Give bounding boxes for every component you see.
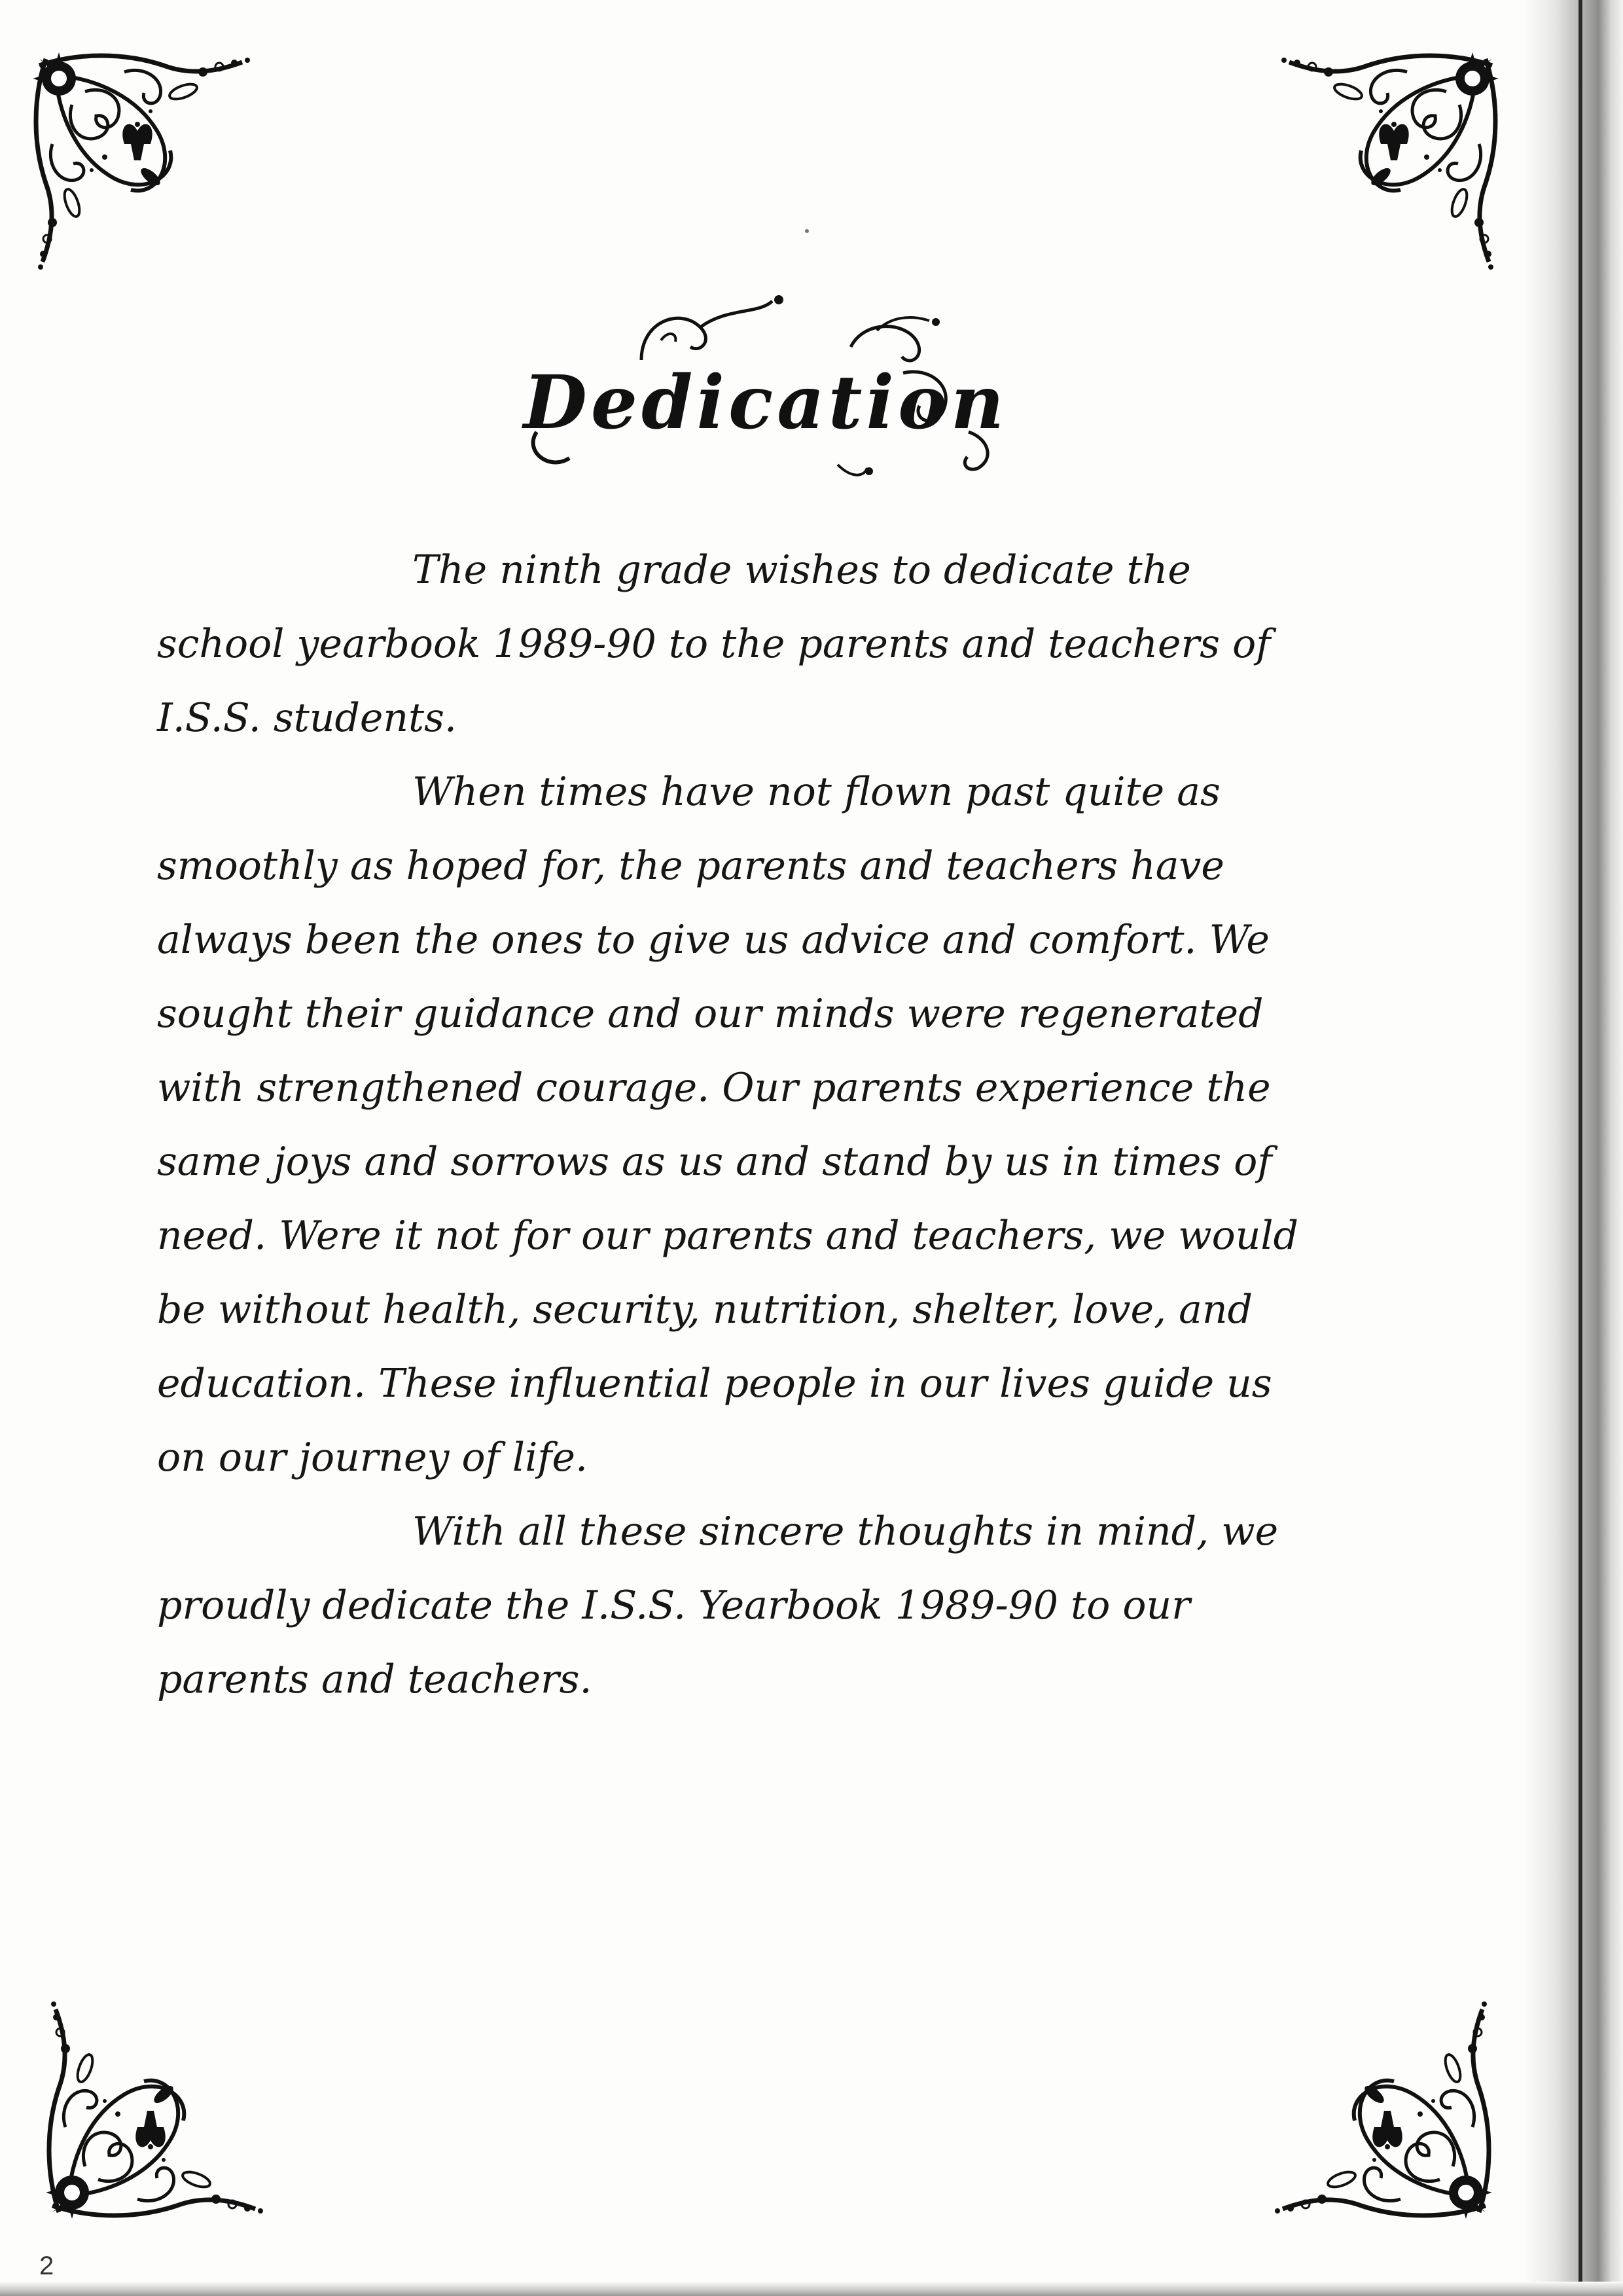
dedication-paragraph: When times have not flown past quite as smoothly as hoped for, the parents and teachers have always been the ones to give us advice and comfort. We sought their guidance and our minds were regenerated with strengthened courage. Our parents experience the same joys and sorrows as us and stand by us in times of need. Were it not for our parents and teachers, we would be without health, security, nutrition, shelter, love, and education. These influential people in our lives guide us on our journey of life. <box>157 769 1298 1480</box>
ink-speck <box>805 229 809 233</box>
floral-corner-top-left-icon <box>26 46 275 295</box>
page-title: Dedication <box>523 360 1008 446</box>
floral-corner-bottom-right-icon <box>1250 1977 1499 2225</box>
dedication-text <box>157 533 1322 1717</box>
page-number: 2 <box>39 2251 54 2280</box>
floral-corner-bottom-left-icon <box>39 1977 288 2225</box>
dedication-paragraph: With all these sincere thoughts in mind, we proudly dedicate the I.S.S. Yearbook 1989-90 to our parents and teachers. <box>157 1509 1279 1702</box>
floral-corner-top-right-icon <box>1257 46 1505 295</box>
binding-line <box>1578 0 1582 2296</box>
book-binding-edge <box>1525 0 1623 2296</box>
dedication-paragraph: The ninth grade wishes to dedicate the school yearbook 1989-90 to the parents and teachers of I.S.S. students. <box>157 547 1271 741</box>
title-block <box>510 281 1021 478</box>
page-bottom-edge <box>0 2282 1623 2296</box>
